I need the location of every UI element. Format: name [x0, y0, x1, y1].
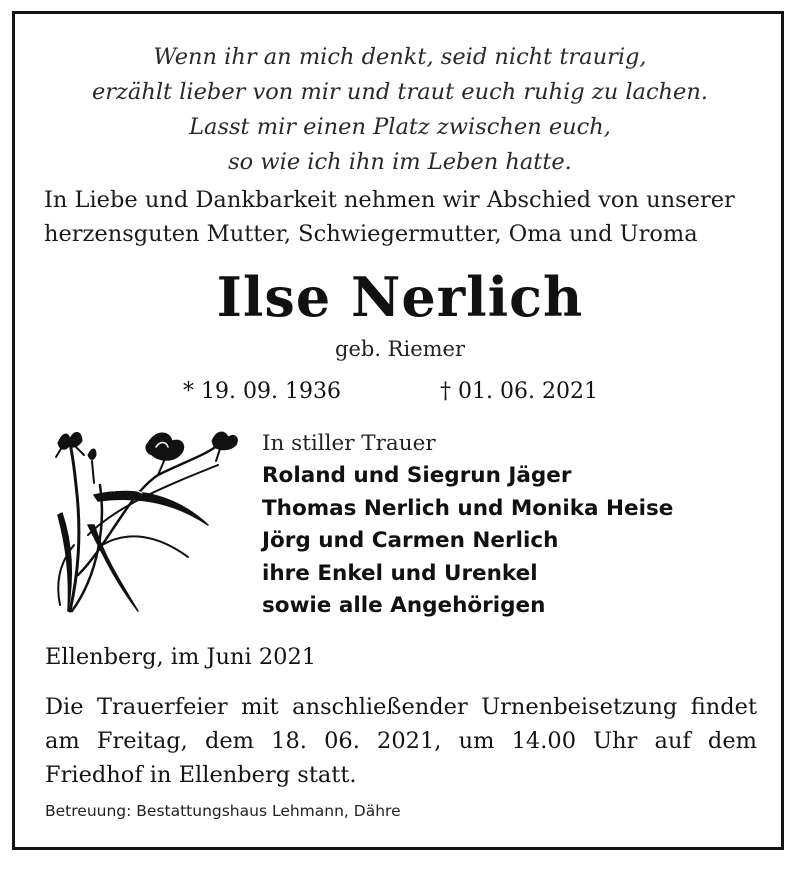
mourner-name: Roland und Siegrun Jäger: [262, 463, 572, 488]
funeral-service-credit: Betreuung: Bestattungshaus Lehmann, Dähre: [45, 802, 401, 820]
death-date: † 01. 06. 2021: [440, 379, 598, 404]
mourner-name: ihre Enkel und Urenkel: [262, 560, 538, 586]
place-date: Ellenberg, im Juni 2021: [45, 644, 317, 670]
intro-line: herzensguten Mutter, Schwiegermutter, Oma und Uroma: [44, 221, 698, 247]
birth-date: * 19. 09. 1936: [183, 379, 341, 404]
mourners-lead: In stiller Trauer: [262, 431, 436, 456]
mourners-list: [262, 428, 673, 623]
poem-line: Lasst mir einen Platz zwischen euch,: [189, 114, 611, 140]
poem: [40, 40, 760, 180]
birth-name: geb. Riemer: [335, 337, 465, 361]
intro-text: [44, 183, 764, 251]
mourner-name: sowie alle Angehörigen: [262, 593, 546, 618]
mourner-name: Thomas Nerlich und Monika Heise: [262, 495, 674, 521]
intro-line: In Liebe und Dankbarkeit nehmen wir Abschied von unserer: [44, 187, 735, 213]
iris-flower-icon: [48, 425, 244, 613]
poem-line: so wie ich ihn im Leben hatte.: [228, 149, 572, 175]
poem-line: Wenn ihr an mich denkt, seid nicht traurig,: [153, 44, 647, 70]
ceremony-info: Die Trauerfeier mit anschließender Urnenbeisetzung findet am Freitag, dem 18. 06. 2021, um 14.00 Uhr auf dem Friedhof in Ellenberg statt.: [45, 694, 757, 788]
deceased-name: Ilse Nerlich: [216, 265, 584, 329]
poem-line: erzählt lieber von mir und traut euch ruhig zu lachen.: [91, 79, 709, 105]
mourner-name: Jörg und Carmen Nerlich: [262, 528, 559, 553]
